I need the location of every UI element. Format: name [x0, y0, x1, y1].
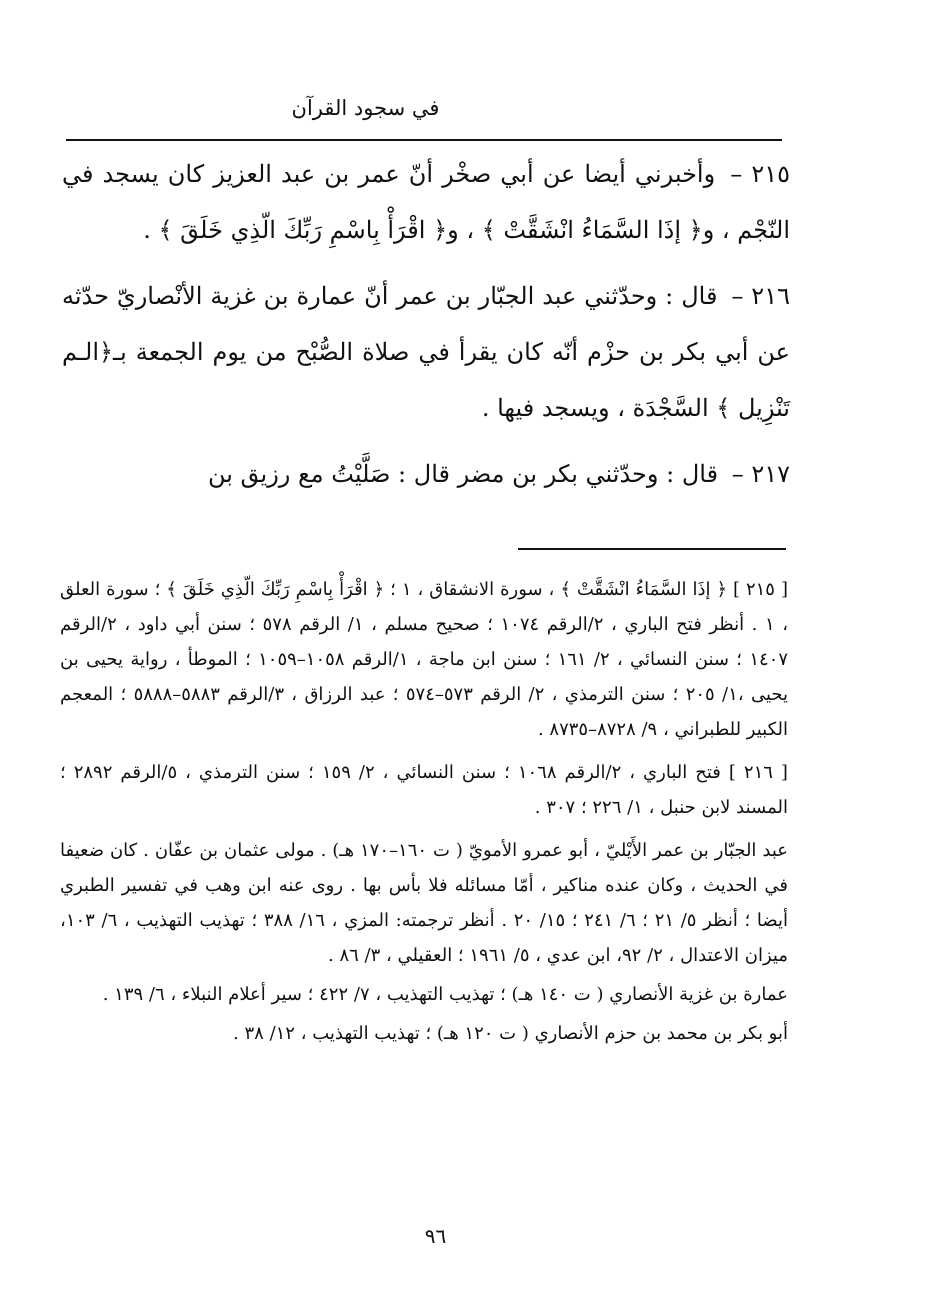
- main-text: [62, 146, 790, 512]
- footnote-216: [60, 755, 788, 825]
- paragraph-text: قال : وحدّثني بكر بن مضر قال : صَلَّيْتُ مع رزيق بن: [207, 460, 719, 488]
- paragraph-number: ٢١٥ –: [730, 160, 790, 188]
- paragraph-216: [62, 268, 790, 436]
- footnote-text: ﴿ إذَا السَّمَاءُ انْشَقَّتْ ﴾ ، سورة الانشقاق ، ١ ؛ ﴿ اقْرَأْ بِاسْمِ رَبِّكَ الّذِي خَلَقَ ﴾ ؛ سورة العلق ، ١ . أنظر فتح الباري ، ٢/الرقم ١٠٧٤ ؛ صحيح مسلم ، ١/ الرقم ٥٧٨ ؛ سنن أبي داود ، ٢/الرقم ١٤٠٧ ؛ سنن النسائي ، ٢/ ١٦١ ؛ سنن ابن ماجة ، ١/الرقم ١٠٥٨–١٠٥٩ ؛ الموطأ ، رواية يحيى بن يحيى ،١/ ٢٠٥ ؛ سنن الترمذي ، ٢/ الرقم ٥٧٣–٥٧٤ ؛ عبد الرزاق ، ٣/الرقم ٥٨٨٣–٥٨٨٨ ؛ المعجم الكبير للطبراني ، ٩/ ٨٧٢٨–٨٧٣٥ .: [60, 579, 789, 740]
- bio-abd-al-jabbar: عبد الجبّار بن عمر الأَيْليّ ، أبو عمرو الأمويّ ( ت ١٦٠–١٧٠ هـ) . مولى عثمان بن عفّان . كان ضعيفا في الحديث ، وكان عنده مناكير ، أمّا مسائله فلا بأس بها . روى عنه ابن وهب في تفسير الطبري أيضا ؛ أنظر ٥/ ٢١ ؛ ٦/ ٢٤١ ؛ ١٥/ ٢٠ . أنظر ترجمته: المزي ، ١٦/ ٣٨٨ ؛ تهذيب التهذيب ، ٦/ ١٠٣، ميزان الاعتدال ، ٢/ ٩٢، ابن عدي ، ٥/ ١٩٦١ ؛ العقيلي ، ٣/ ٨٦ .: [60, 840, 789, 966]
- paragraph-215: [62, 146, 790, 258]
- paragraph-217: [62, 446, 790, 502]
- footnotes: [60, 572, 788, 1055]
- footnote-ref: [ ٢١٥ ]: [732, 579, 788, 600]
- paragraph-number: ٢١٧ –: [731, 460, 790, 488]
- paragraph-text: قال : وحدّثني عبد الجبّار بن عمر أنّ عمارة بن غزية الأنْصاريّ حدّثه عن أبي بكر بن حزْم أنّه كان يقرأ في صلاة الصُّبْح من يوم الجمعة بـ﴿الـم تَنْزِيل ﴾ السَّجْدَة ، ويسجد فيها .: [62, 282, 790, 422]
- header-rule: [66, 139, 782, 141]
- footnote-text: فتح الباري ، ٢/الرقم ١٠٦٨ ؛ سنن النسائي ، ٢/ ١٥٩ ؛ سنن الترمذي ، ٥/الرقم ٢٨٩٢ ؛ المسند لابن حنبل ، ١/ ٢٢٦ ؛ ٣٠٧ .: [60, 762, 788, 818]
- footnote-215: [60, 572, 788, 747]
- running-head: في سجود القرآن: [291, 96, 440, 120]
- footnote-ref: [ ٢١٦ ]: [728, 762, 788, 783]
- bio-abu-bakr: أبو بكر بن محمد بن حزم الأنصاري ( ت ١٢٠ هـ) ؛ تهذيب التهذيب ، ١٢/ ٣٨ .: [233, 1023, 788, 1044]
- page-number: ٩٦: [424, 1224, 447, 1248]
- paragraph-text: وأخبرني أيضا عن أبي صخْر أنّ عمر بن عبد العزيز كان يسجد في النّجْم ، و﴿ إذَا السَّمَاءُ انْشَقَّتْ ﴾ ، و﴿ اقْرَأْ بِاسْمِ رَبِّكَ الّذِي خَلَقَ ﴾ .: [62, 160, 790, 244]
- footnote-rule: [518, 548, 786, 550]
- bio-umara: عمارة بن غزية الأنصاري ( ت ١٤٠ هـ) ؛ تهذيب التهذيب ، ٧/ ٤٢٢ ؛ سير أعلام النبلاء ، ٦/ ١٣٩ .: [102, 984, 788, 1005]
- paragraph-number: ٢١٦ –: [731, 282, 790, 310]
